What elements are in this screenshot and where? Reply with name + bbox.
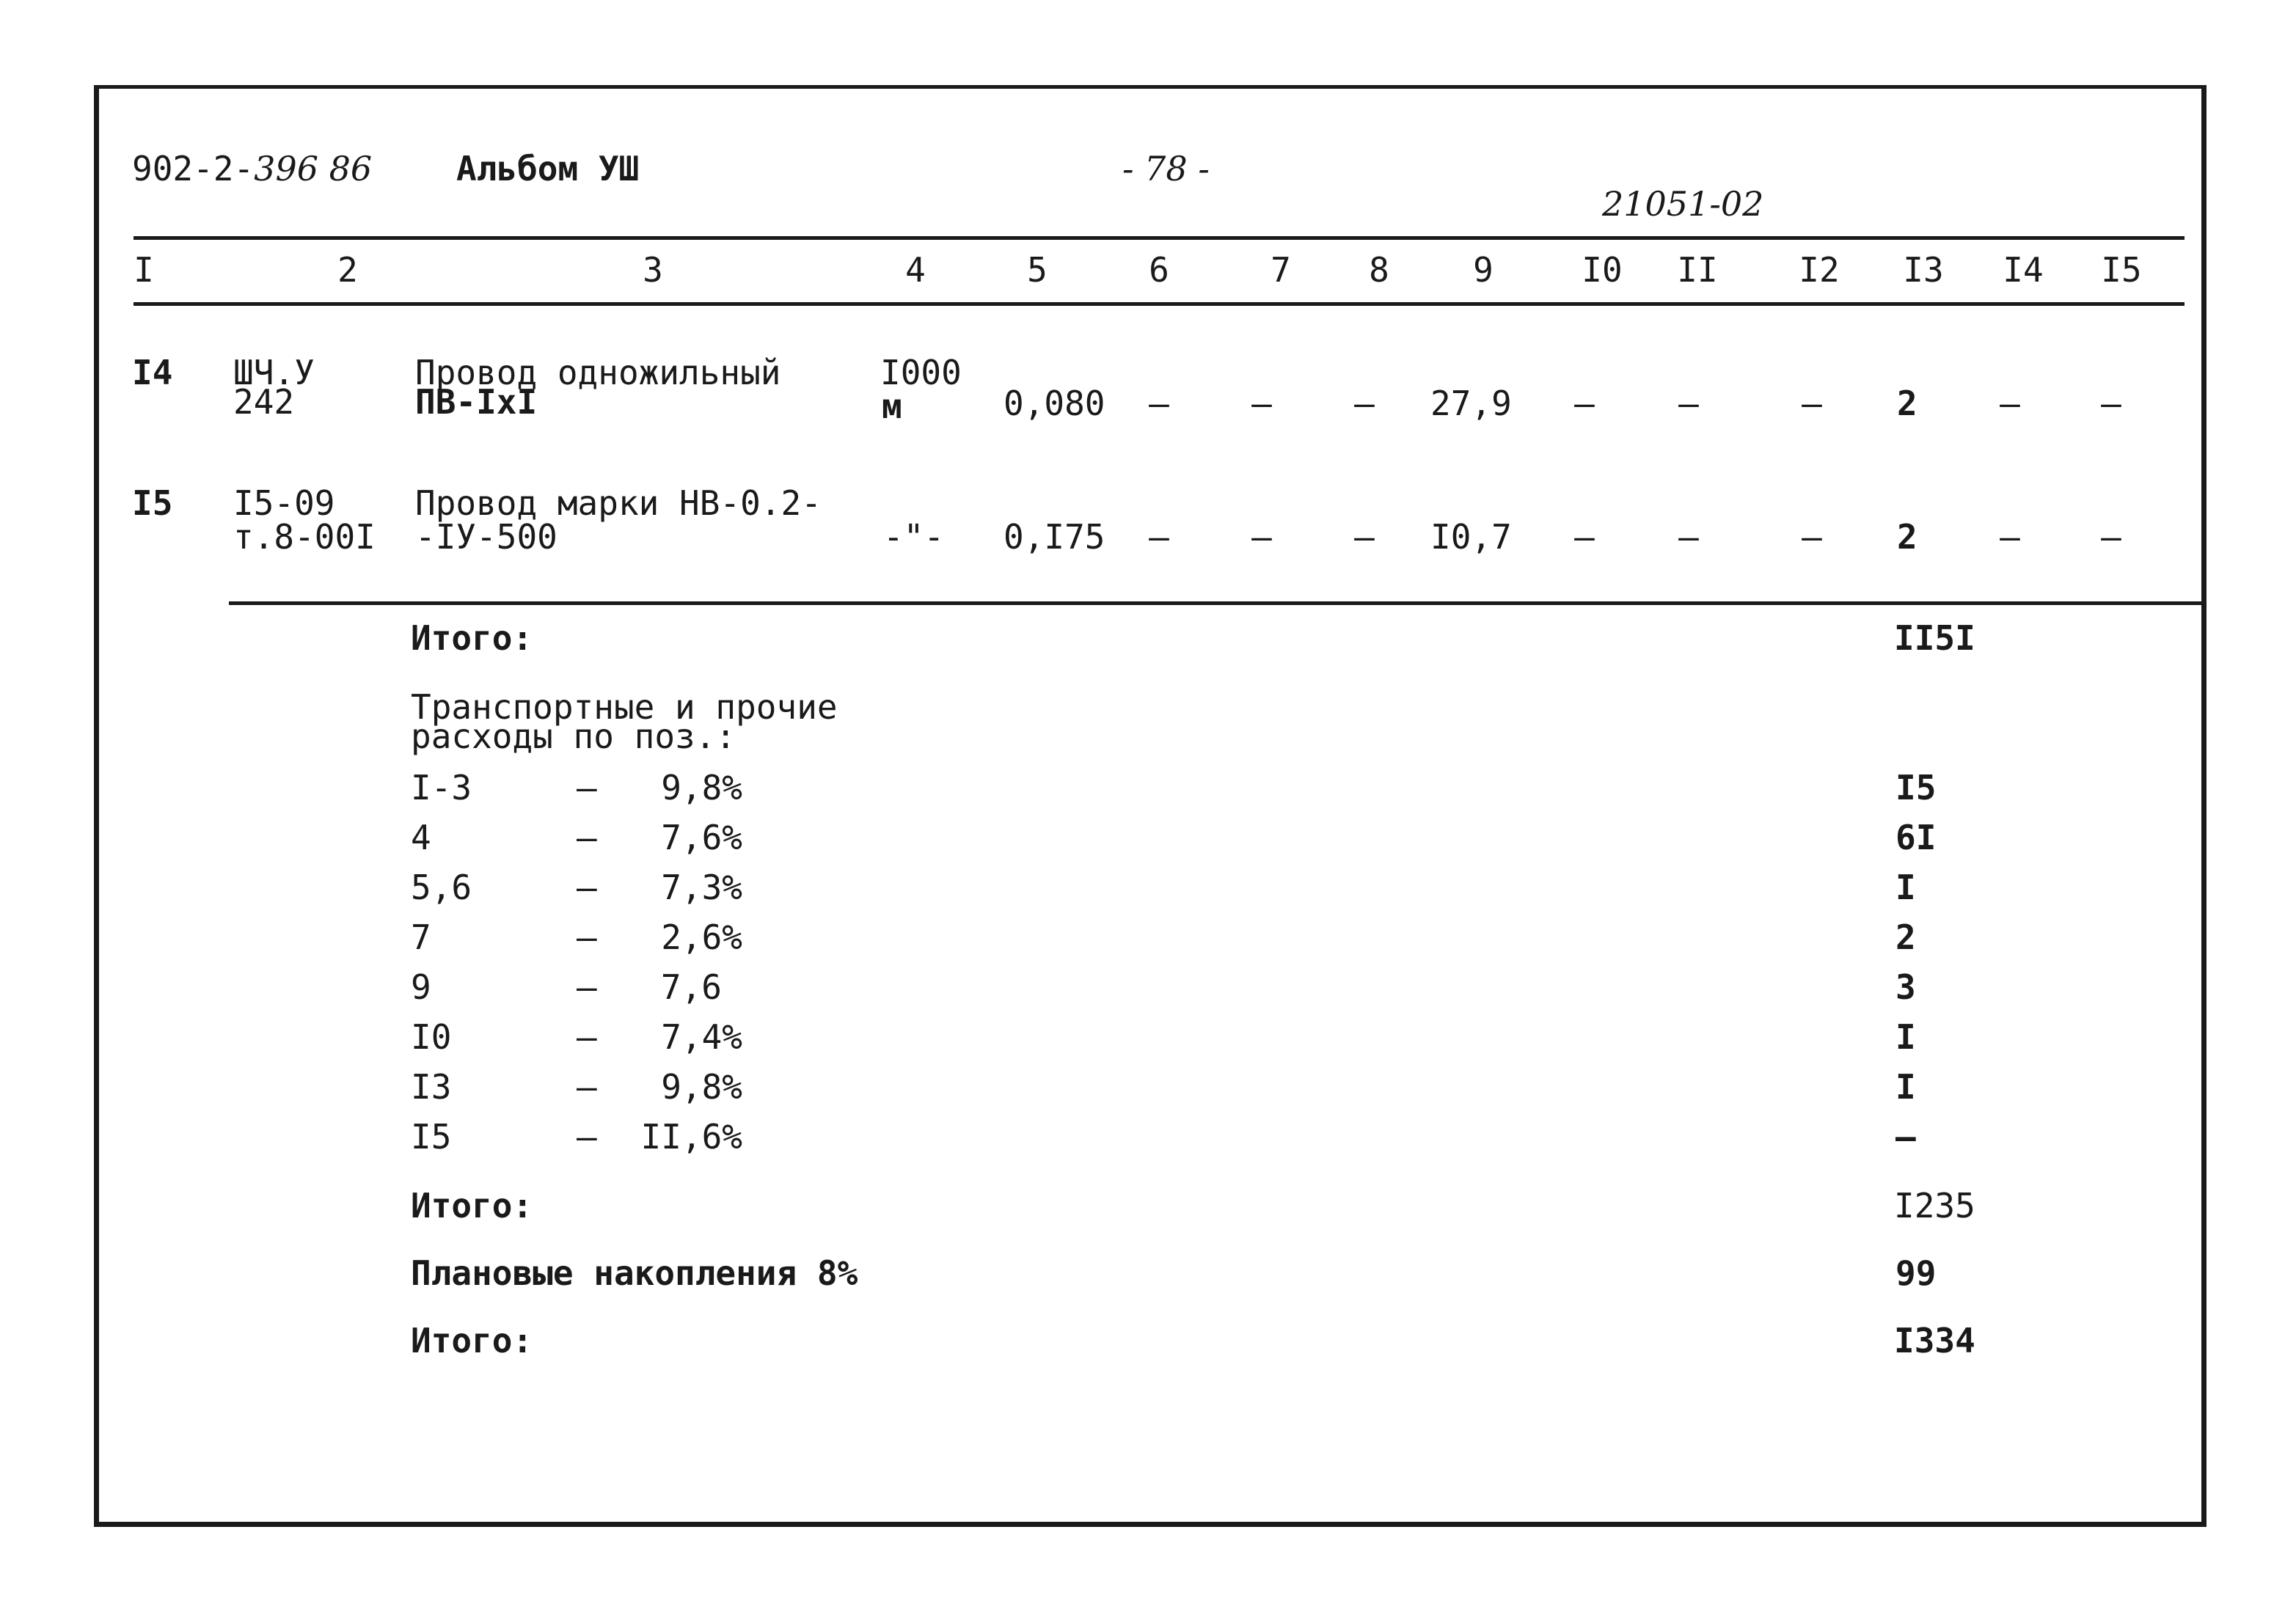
transport-value: 3 (1895, 967, 1916, 1007)
cell-value: – (1149, 517, 1169, 557)
planned-savings-label: Плановые накопления 8% (411, 1253, 858, 1293)
total-label: Итого: (411, 618, 533, 658)
price-code: ШЧ.У (233, 353, 315, 392)
transport-value: 6I (1895, 818, 1937, 857)
transport-dash: – (577, 967, 597, 1007)
cell-value: – (1574, 517, 1595, 557)
transport-position: 4 (411, 818, 431, 857)
transport-value: 2 (1895, 917, 1916, 957)
transport-dash: – (577, 1017, 597, 1057)
position-number: I4 (132, 353, 173, 392)
transport-value: I (1895, 1017, 1916, 1057)
cell-value: – (2000, 384, 2020, 423)
column-number: I0 (1582, 250, 1623, 290)
transport-percent: 7,6% (661, 818, 742, 857)
transport-title: расходы по поз.: (411, 717, 736, 756)
transport-title: Транспортные и прочие (411, 687, 838, 727)
cell-value: – (1678, 517, 1699, 557)
total-label: Итого: (411, 1321, 533, 1360)
unit: -"- (883, 517, 945, 557)
price-code: 242 (233, 382, 295, 422)
transport-dash: – (577, 768, 597, 807)
cell-value: – (1678, 384, 1699, 423)
column-number: 7 (1271, 250, 1291, 290)
cell-value: – (1574, 384, 1595, 423)
column-number: 9 (1473, 250, 1494, 290)
total-label: Итого: (411, 1186, 533, 1226)
planned-savings-value: 99 (1895, 1253, 1937, 1293)
total-value: I235 (1894, 1186, 1975, 1226)
transport-dash: – (577, 818, 597, 857)
cell-value: – (1802, 517, 1822, 557)
cell-value: – (1802, 384, 1822, 423)
transport-value: I (1895, 1067, 1916, 1107)
column-number: I5 (2101, 250, 2142, 290)
item-name: Провод марки НВ-0.2- (415, 483, 822, 523)
doc-number: 902-2-396 86 (132, 149, 373, 188)
transport-percent: 9,8% (661, 768, 742, 807)
position-number: I5 (132, 483, 173, 523)
transport-position: I-3 (411, 768, 472, 807)
transport-percent: 9,8% (661, 1067, 742, 1107)
cell-value: – (1251, 517, 1272, 557)
transport-position: 5,6 (411, 868, 472, 907)
cell-value: – (2101, 517, 2121, 557)
transport-dash: – (577, 868, 597, 907)
transport-position: 9 (411, 967, 431, 1007)
transport-percent: II,6% (640, 1117, 742, 1157)
unit: м (882, 386, 902, 426)
column-number: 2 (337, 250, 358, 290)
column-number: 8 (1369, 250, 1389, 290)
page-number: - 78 - (1122, 149, 1210, 188)
cell-value: – (1354, 517, 1375, 557)
header-bottom-rule (134, 302, 2185, 306)
doc-number-handwritten: 396 86 (254, 149, 373, 188)
cell-value: I0,7 (1430, 517, 1512, 557)
total-value: II5I (1894, 618, 1975, 658)
column-number: 6 (1149, 250, 1169, 290)
transport-dash: – (577, 917, 597, 957)
cell-value: 0,080 (1003, 384, 1105, 423)
transport-dash: – (577, 1067, 597, 1107)
transport-percent: 7,4% (661, 1017, 742, 1057)
transport-dash: – (577, 1117, 597, 1157)
album-title: Альбом УШ (456, 149, 640, 188)
column-number: I4 (2003, 250, 2044, 290)
transport-position: I5 (411, 1117, 452, 1157)
transport-value: I5 (1895, 768, 1937, 807)
cell-value: – (2000, 517, 2020, 557)
column-number: 4 (905, 250, 926, 290)
cell-value: 27,9 (1430, 384, 1512, 423)
price-code: т.8-00I (233, 517, 376, 557)
price-code: I5-09 (233, 483, 335, 523)
item-name: ПВ-IxI (415, 382, 538, 422)
item-name: Провод одножильный (415, 353, 781, 392)
transport-position: I3 (411, 1067, 452, 1107)
column-number: I3 (1903, 250, 1944, 290)
document-stamp: 21051-02 (1602, 184, 1764, 224)
column-number: I2 (1799, 250, 1840, 290)
item-name: -IУ-500 (415, 517, 557, 557)
totals-rule (229, 601, 2202, 605)
header-top-rule (134, 236, 2185, 240)
cell-value: – (1251, 384, 1272, 423)
cell-value: 2 (1897, 517, 1917, 557)
cell-value: – (1149, 384, 1169, 423)
cell-value: – (2101, 384, 2121, 423)
cell-value: – (1354, 384, 1375, 423)
transport-percent: 7,6 (660, 967, 722, 1007)
column-number: II (1677, 250, 1718, 290)
column-number: I (134, 250, 154, 290)
unit: I000 (880, 353, 962, 392)
transport-position: 7 (411, 917, 431, 957)
transport-percent: 7,3% (661, 868, 742, 907)
column-number: 5 (1027, 250, 1048, 290)
column-number: 3 (643, 250, 663, 290)
transport-value: – (1895, 1117, 1916, 1157)
transport-position: I0 (411, 1017, 452, 1057)
total-value: I334 (1894, 1321, 1975, 1360)
cell-value: 0,I75 (1003, 517, 1105, 557)
cell-value: 2 (1897, 384, 1917, 423)
transport-value: I (1895, 868, 1916, 907)
transport-percent: 2,6% (661, 917, 742, 957)
